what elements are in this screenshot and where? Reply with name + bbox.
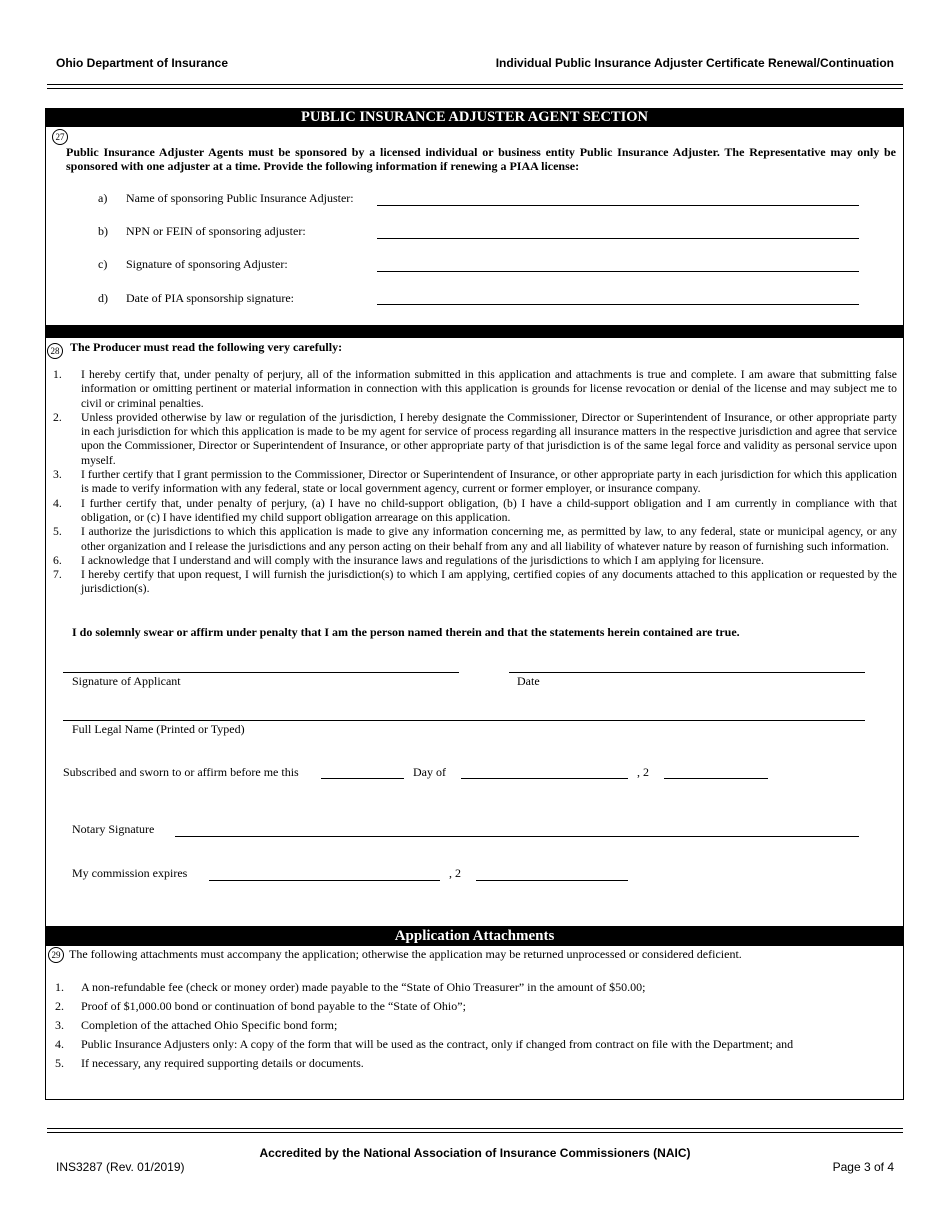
producer-heading: The Producer must read the following very carefully: bbox=[70, 340, 343, 354]
form-id: INS3287 (Rev. 01/2019) bbox=[56, 1160, 185, 1174]
sponsorship-date-field[interactable] bbox=[377, 304, 859, 305]
attachment-item: 4. Public Insurance Adjusters only: A copy of the form that will be used as the contract, only if changed from contract on file with the Department; and bbox=[55, 1037, 794, 1051]
page-number: Page 3 of 4 bbox=[832, 1160, 894, 1174]
day-field[interactable] bbox=[321, 778, 404, 779]
attachment-item: 3. Completion of the attached Ohio Specific bond form; bbox=[55, 1018, 338, 1032]
field-b-letter: b) bbox=[98, 224, 108, 238]
certification-item: 2. Unless provided otherwise by law or regulation of the jurisdiction, I hereby designate the Commissioner, Director or Superintendent of Insurance, or other appropriate party in each jurisdiction for which this application is made to be my agent for service of process regarding all insurance matters in the respective jurisdiction and agree that service upon the Commissioner, Director or Superintendent of Insurance, or other appropriate party of that jurisdiction is of the same legal force and validity as personal service upon myself. bbox=[53, 410, 897, 467]
attachments-intro: The following attachments must accompany the application; otherwise the application may be returned unprocessed or considered deficient. bbox=[69, 947, 742, 961]
sponsor-npn-field[interactable] bbox=[377, 238, 859, 239]
accreditation-note: Accredited by the National Association of Insurance Commissioners (NAIC) bbox=[259, 1146, 691, 1160]
item-number-29: 29 bbox=[48, 947, 64, 963]
year-field[interactable] bbox=[664, 778, 768, 779]
certification-item: 3. I further certify that I grant permission to the Commissioner, Director or Superintendent of Insurance, or other appropriate party in each jurisdiction for which this application is made to verify information with any federal, state or local government agency, current or former employer, or insurance company. bbox=[53, 468, 897, 496]
field-a-letter: a) bbox=[98, 191, 108, 205]
agent-section-title: PUBLIC INSURANCE ADJUSTER AGENT SECTION bbox=[45, 108, 904, 127]
applicant-signature-field[interactable] bbox=[63, 672, 459, 673]
sponsor-name-field[interactable] bbox=[377, 205, 859, 206]
certification-item: 1. I hereby certify that, under penalty of perjury, all of the information submitted in this application and attachments is true and complete. I am aware that submitting false information or omitting pertinent or material information in connection with this application is grounds for license revocation or denial of the license and may subject me to civil or criminal penalties. bbox=[53, 368, 897, 410]
commission-year-field[interactable] bbox=[476, 880, 628, 881]
commission-date-field[interactable] bbox=[209, 880, 440, 881]
sponsor-signature-field[interactable] bbox=[377, 271, 859, 272]
sponsorship-date-label: Date of PIA sponsorship signature: bbox=[126, 291, 294, 305]
certification-item: 6. I acknowledge that I understand and will comply with the insurance laws and regulations of the jurisdictions to which I am applying for licensure. bbox=[53, 553, 764, 567]
notary-signature-label: Notary Signature bbox=[72, 822, 155, 836]
certification-item: 7. I hereby certify that upon request, I will furnish the jurisdiction(s) to which I am applying, certified copies of any documents attached to this application or requested by the jurisdiction(s). bbox=[53, 568, 897, 596]
field-c-letter: c) bbox=[98, 257, 108, 271]
header-agency: Ohio Department of Insurance bbox=[56, 56, 229, 70]
sponsor-npn-label: NPN or FEIN of sponsoring adjuster: bbox=[126, 224, 306, 238]
year-prefix: , 2 bbox=[637, 765, 649, 779]
sponsor-name-label: Name of sponsoring Public Insurance Adjuster: bbox=[126, 191, 354, 205]
day-of-label: Day of bbox=[413, 765, 446, 779]
item-number-28: 28 bbox=[47, 343, 63, 359]
header-divider bbox=[47, 84, 903, 89]
full-name-label: Full Legal Name (Printed or Typed) bbox=[72, 722, 245, 736]
section-divider-bar bbox=[45, 325, 904, 338]
full-name-field[interactable] bbox=[63, 720, 865, 721]
commission-year-prefix: , 2 bbox=[449, 866, 461, 880]
applicant-signature-label: Signature of Applicant bbox=[72, 674, 181, 688]
notary-signature-field[interactable] bbox=[175, 836, 859, 837]
month-field[interactable] bbox=[461, 778, 628, 779]
subscribed-label: Subscribed and sworn to or affirm before me this bbox=[63, 765, 299, 779]
footer-divider bbox=[47, 1128, 903, 1133]
item-number-27: 27 bbox=[52, 129, 68, 145]
attachment-item: 1. A non-refundable fee (check or money order) made payable to the “State of Ohio Treasurer” in the amount of $50.00; bbox=[55, 980, 646, 994]
header-form-title: Individual Public Insurance Adjuster Certificate Renewal/Continuation bbox=[495, 56, 894, 70]
attachment-item: 2. Proof of $1,000.00 bond or continuation of bond payable to the “State of Ohio”; bbox=[55, 999, 466, 1013]
certification-item: 4. I further certify that, under penalty of perjury, (a) I have no child-support obligation, (b) I have a child-support obligation and I am currently in compliance with that obligation, or (c) I have identified my child support obligation arrearage on this application. bbox=[53, 496, 897, 524]
certification-list bbox=[53, 368, 897, 597]
sponsor-signature-label: Signature of sponsoring Adjuster: bbox=[126, 257, 288, 271]
field-d-letter: d) bbox=[98, 291, 108, 305]
attachments-section-title: Application Attachments bbox=[45, 926, 904, 946]
date-field[interactable] bbox=[509, 672, 865, 673]
commission-expires-label: My commission expires bbox=[72, 866, 188, 880]
certification-item: 5. I authorize the jurisdictions to which this application is made to give any information concerning me, as permitted by law, to any federal, state or municipal agency, or any other organization and I release the jurisdictions and any person acting on their behalf from any and all liability of whatever nature by reason of furnishing such information. bbox=[53, 525, 897, 553]
agent-intro: Public Insurance Adjuster Agents must be sponsored by a licensed individual or business entity Public Insurance Adjuster. The Representative may only be sponsored with one adjuster at a time. Provide the following information if renewing a PIAA license: bbox=[66, 145, 896, 173]
attachment-item: 5. If necessary, any required supporting details or documents. bbox=[55, 1056, 364, 1070]
date-label: Date bbox=[517, 674, 540, 688]
oath-statement: I do solemnly swear or affirm under penalty that I am the person named therein and that the statements herein contained are true. bbox=[72, 625, 740, 639]
